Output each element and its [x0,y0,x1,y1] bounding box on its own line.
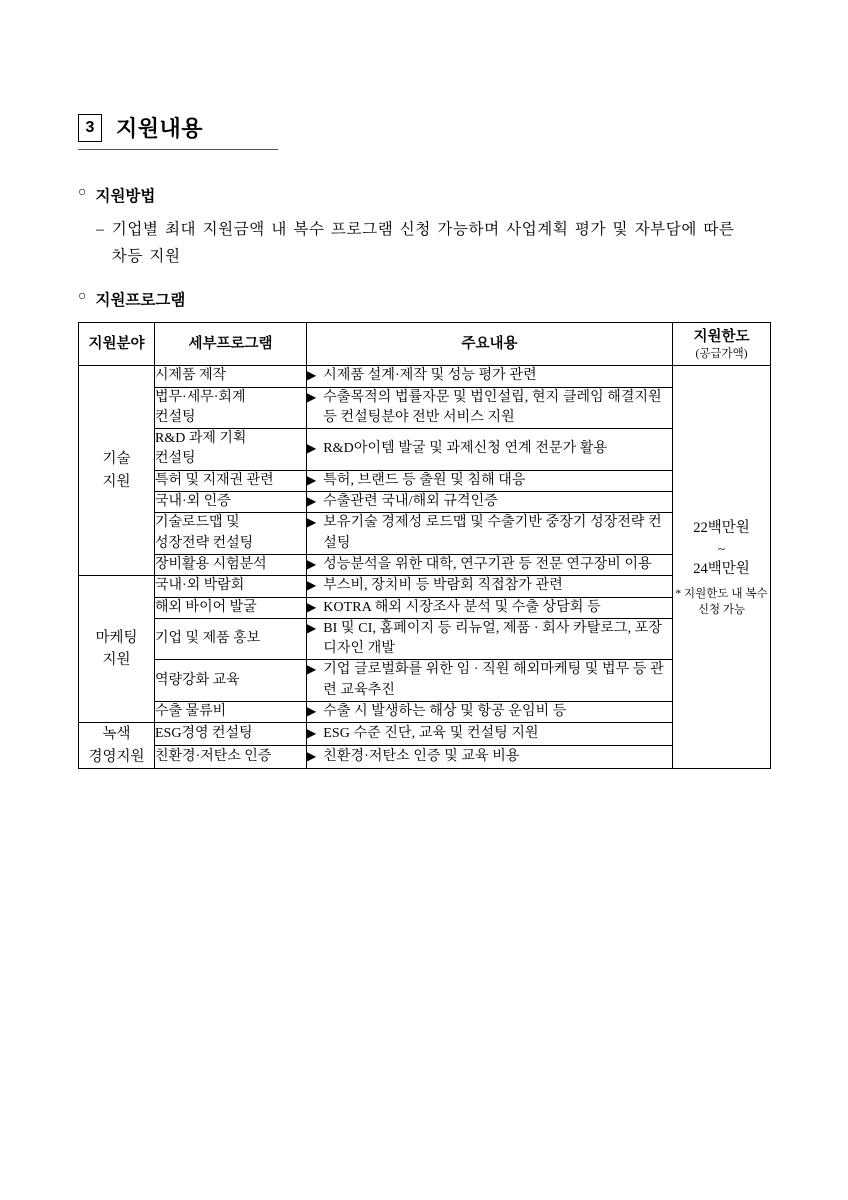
program-cell: 역량강화 교육 [155,660,307,702]
triangle-bullet-icon: ▶ [307,556,317,571]
detail-cell [307,387,673,429]
header-limit [673,323,771,366]
table-row [79,387,771,429]
table-row [79,576,771,597]
area-cell-green: 녹색 경영지원 [79,723,155,769]
triangle-bullet-icon: ▶ [307,389,317,404]
detail-text: 기업 글로벌화를 위한 임 · 직원 해외마케팅 및 법무 등 관련 교육추진 [323,662,664,698]
detail-cell [307,618,673,660]
header-detail: 주요내용 [307,323,673,366]
program-cell: 법무·세무·회계 컨설팅 [155,387,307,429]
header-limit-sub: (공급가액) [695,347,748,360]
detail-cell [307,660,673,702]
support-method-text: 기업별 최대 지원금액 내 복수 프로그램 신청 가능하며 사업계획 평가 및 자부담에 따른 차등 지원 [111,221,735,266]
table-row [79,513,771,555]
program-cell: 기술로드맵 및 성장전략 컨설팅 [155,513,307,555]
limit-note: * 지원한도 내 복수신청 가능 [675,588,768,616]
program-cell: 해외 바이어 발굴 [155,597,307,618]
support-program-heading [78,288,770,310]
table-row [79,366,771,387]
program-cell: 수출 물류비 [155,702,307,723]
limit-value-top: 22백만원 [693,520,750,537]
area-cell-tech: 기술 지원 [79,366,155,576]
detail-text: 수출관련 국내/해외 규격인증 [323,494,498,510]
area-cell-marketing: 마케팅 지원 [79,576,155,723]
page-title: 지원내용 [116,116,204,141]
detail-cell [307,597,673,618]
detail-cell [307,429,673,471]
table-row [79,554,771,575]
detail-cell [307,702,673,723]
detail-text: ESG 수준 진단, 교육 및 컨설팅 지원 [323,726,539,742]
limit-value-bottom: 24백만원 [693,560,750,577]
detail-cell [307,470,673,491]
support-program-label: 지원프로그램 [95,292,186,310]
support-method-label: 지원방법 [95,188,156,205]
detail-text: R&D아이템 발굴 및 과제신청 연계 전문가 활용 [323,441,608,457]
triangle-bullet-icon: ▶ [307,578,317,593]
detail-cell [307,576,673,597]
detail-cell [307,492,673,513]
triangle-bullet-icon: ▶ [307,472,317,487]
detail-cell [307,513,673,555]
support-program-table [78,322,771,769]
detail-text: 수출목적의 법률자문 및 법인설립, 현지 클레임 해결지원 등 컨설팅분야 전반 서비스 지원 [323,389,662,425]
program-cell: 시제품 제작 [155,366,307,387]
detail-text: 수출 시 발생하는 해상 및 항공 운임비 등 [323,704,567,719]
triangle-bullet-icon: ▶ [307,599,317,614]
limit-tilde: ~ [717,540,726,556]
program-cell: 국내·외 박람회 [155,576,307,597]
detail-cell [307,366,673,387]
header-limit-main: 지원한도 [693,328,750,345]
detail-cell [307,554,673,575]
circle-bullet-icon: ○ [78,185,87,200]
triangle-bullet-icon: ▶ [307,368,317,383]
program-cell: 친환경·저탄소 인증 [155,746,307,769]
section-number: 3 [78,114,102,142]
triangle-bullet-icon: ▶ [307,515,317,530]
circle-bullet-icon-2: ○ [78,289,87,305]
support-method-heading [78,184,770,206]
program-cell: 기업 및 제품 홍보 [155,618,307,660]
triangle-bullet-icon: ▶ [307,494,317,509]
detail-text: BI 및 CI, 홈페이지 등 리뉴얼, 제품 · 회사 카탈로그, 포장 디자인 개발 [323,620,663,657]
section-heading [78,112,278,150]
table-row [79,618,771,660]
dash-bullet-icon: – [96,221,104,238]
support-method-paragraph [96,216,756,270]
table-row [79,746,771,769]
detail-cell [307,723,673,746]
program-cell: ESG경영 컨설팅 [155,723,307,746]
detail-text: KOTRA 해외 시장조사 분석 및 수출 상담회 등 [323,599,601,615]
table-row [79,429,771,471]
triangle-bullet-icon: ▶ [307,620,317,635]
triangle-bullet-icon: ▶ [307,441,317,456]
header-program: 세부프로그램 [155,323,307,366]
triangle-bullet-icon: ▶ [307,704,317,718]
detail-text: 친환경·저탄소 인증 및 교육 비용 [323,749,520,765]
table-row [79,723,771,746]
program-cell: 국내·외 인증 [155,492,307,513]
detail-text: 시제품 설계·제작 및 성능 평가 관련 [323,368,537,384]
header-area: 지원분야 [79,323,155,366]
detail-text: 보유기술 경제성 로드맵 및 수출기반 중장기 성장전략 컨설팅 [323,515,662,551]
detail-cell [307,746,673,769]
table-header-row [79,323,771,366]
detail-text: 특허, 브랜드 등 출원 및 침해 대응 [323,472,526,488]
triangle-bullet-icon: ▶ [307,726,317,741]
detail-text: 성능분석을 위한 대학, 연구기관 등 전문 연구장비 이용 [323,556,652,572]
table-row [79,660,771,702]
detail-text: 부스비, 장치비 등 박람회 직접참가 관련 [323,578,563,594]
program-cell: R&D 과제 기획 컨설팅 [155,429,307,471]
program-cell: 특허 및 지재권 관련 [155,470,307,491]
table-row [79,470,771,491]
triangle-bullet-icon: ▶ [307,749,317,764]
table-row [79,597,771,618]
program-cell: 장비활용 시험분석 [155,554,307,575]
table-row [79,492,771,513]
triangle-bullet-icon: ▶ [307,662,317,677]
table-row [79,702,771,723]
limit-cell [673,366,771,769]
table-body [79,366,771,769]
